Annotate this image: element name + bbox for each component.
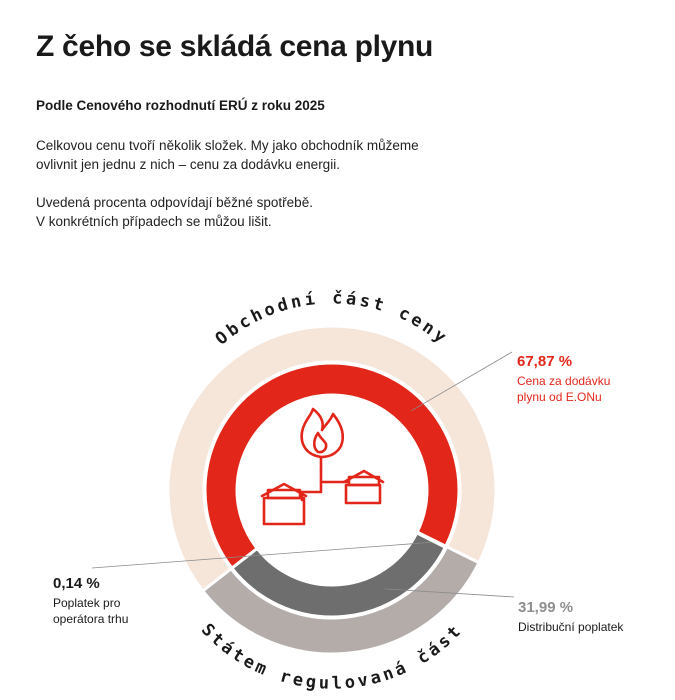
label-market-operator-value: 0,14 % [53,575,100,592]
note-line-1: Uvedená procenta odpovídají běžné spotřebě. [36,195,313,210]
page-title: Z čeho se skládá cena plynu [36,30,434,63]
label-market-operator-line-1: Poplatek pro [53,596,121,610]
label-energy-supply [517,354,647,405]
outer-ring-label-bottom-text: Státem regulovaná část [196,619,468,694]
label-distribution [518,600,658,635]
page-subtitle: Podle Cenového rozhodnutí ERÚ z roku 2025 [36,98,325,113]
label-energy-supply-line-2: plynu od E.ONu [517,390,602,404]
note-line-2: V konkrétních případech se můžou lišit. [36,214,272,229]
label-market-operator-line-2: operátora trhu [53,612,129,626]
label-distribution-line-1: Distribuční poplatek [518,620,624,634]
outer-ring-label-top-text: Obchodní část ceny [211,288,453,350]
intro-line-2: ovlivnit jen jednu z nich – cenu za dodávku energii. [36,157,340,172]
inner-ring [205,363,459,617]
donut-hole [238,396,426,584]
label-energy-supply-line-1: Cena za dodávku [517,374,611,388]
label-energy-supply-value: 67,87 % [517,353,573,370]
label-distribution-value: 31,99 % [518,599,574,616]
intro-line-1: Celkovou cenu tvoří několik složek. My jako obchodník můžeme [36,138,419,153]
label-market-operator [53,576,163,627]
